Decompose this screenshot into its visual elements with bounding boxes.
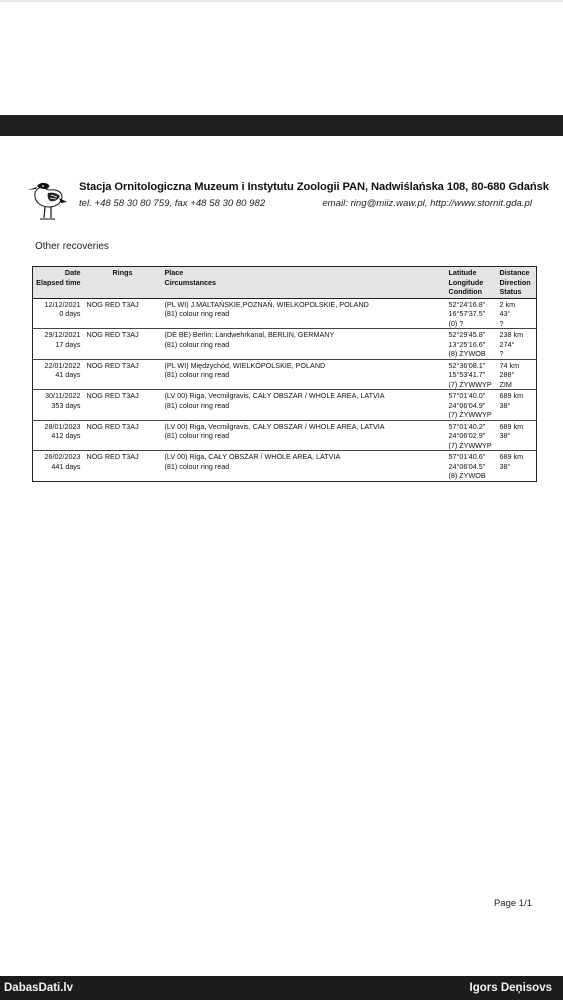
- elapsed-value: 441 days: [51, 461, 81, 471]
- header-circumstances: Circumstances: [164, 277, 217, 287]
- date-value: 29/12/2021: [44, 330, 81, 339]
- place-value: (PL WI) J.MALTAŃSKIE,POZNAŃ, WIELKOPOLSKIE, POLAND: [164, 299, 369, 309]
- cell-place: [162, 390, 446, 421]
- document-header: [28, 178, 549, 224]
- place-value: (LV 00) Riga, Vecmilgravis, CAŁY OBSZAR / WHOLE AREA, LATVIA: [164, 421, 385, 431]
- footer-bar: [0, 976, 563, 1000]
- distance-value: 689 km: [499, 452, 524, 461]
- date-value: 30/11/2022: [45, 391, 81, 400]
- date-value: 26/02/2023: [44, 452, 81, 461]
- latitude-value: 52°24'16.8": [448, 299, 486, 309]
- date-value: 28/01/2023: [44, 421, 81, 431]
- cell-rings: [84, 390, 162, 421]
- header-place-circumstances: [162, 267, 446, 299]
- latitude-value: 52°36'08.1": [448, 360, 486, 370]
- cell-rings: [84, 298, 162, 329]
- date-value: 22/01/2022: [44, 360, 81, 370]
- longitude-value: 13°25'16.6": [448, 339, 486, 349]
- place-value: (DE BE) Berlin: Landwehrkanal, BERLIN, GERMANY: [164, 330, 335, 339]
- header-date: Date: [64, 268, 81, 277]
- cell-coordinates: [446, 420, 497, 451]
- circumstances-value: (81) colour ring read: [164, 400, 230, 410]
- cell-coordinates: [446, 298, 497, 329]
- cell-date: [33, 329, 84, 360]
- header-rings-label: Rings: [112, 268, 133, 277]
- condition-value: (7) ŻYWWYP: [448, 379, 492, 389]
- cell-date: [33, 390, 84, 421]
- table-row: [33, 329, 537, 360]
- distance-value: 238 km: [499, 330, 524, 339]
- cell-date: [33, 420, 84, 451]
- place-value: (LV 00) Riga, Vecmilgravis, CAŁY OBSZAR / WHOLE AREA, LATVIA: [164, 391, 385, 400]
- cell-distance: [497, 359, 537, 390]
- circumstances-value: (81) colour ring read: [164, 370, 230, 379]
- longitude-value: 24°06'02.9": [448, 431, 486, 440]
- cell-distance: [497, 420, 537, 451]
- elapsed-value: 412 days: [51, 431, 81, 440]
- distance-value: 2 km: [499, 299, 516, 309]
- condition-value: (8) ŻYWOB: [448, 471, 486, 480]
- phone-fax: tel. +48 58 30 80 759, fax +48 58 30 80 982: [79, 198, 266, 209]
- longitude-value: 16°57'37.5": [448, 309, 486, 318]
- elapsed-value: 17 days: [55, 339, 81, 349]
- distance-value: 689 km: [499, 391, 524, 400]
- cell-rings: [84, 451, 162, 482]
- email-website: email: ring@miiz.waw.pl, http://www.stornit.gda.pl: [322, 198, 532, 209]
- condition-value: (7) ŻYWWYP: [448, 410, 492, 419]
- status-value: ZIM: [499, 379, 512, 389]
- direction-value: 38°: [499, 431, 511, 440]
- header-date-elapsed: [33, 267, 84, 299]
- table-row: [33, 420, 537, 451]
- table-row: [33, 298, 537, 329]
- header-condition: Condition: [448, 287, 483, 296]
- status-value: ?: [499, 318, 504, 328]
- header-rings: [84, 267, 162, 299]
- header-elapsed: Elapsed time: [36, 277, 81, 287]
- cell-rings: [84, 359, 162, 390]
- date-value: 12/12/2021: [44, 299, 81, 309]
- rings-value: NOG RED T3AJ: [86, 391, 139, 400]
- condition-value: (0) ?: [448, 318, 464, 328]
- cell-coordinates: [446, 390, 497, 421]
- institution-name: Stacja Ornitologiczna Muzeum i Instytutu Zoologii PAN, Nadwiślańska 108, 80-680 Gdańsk: [79, 181, 549, 193]
- top-divider: [0, 0, 563, 2]
- rings-value: NOG RED T3AJ: [86, 330, 139, 339]
- latitude-value: 57°01'40.6": [448, 452, 486, 461]
- longitude-value: 24°06'04.9": [448, 400, 486, 410]
- section-title: Other recoveries: [35, 241, 109, 252]
- condition-value: (8) ŻYWOB: [448, 349, 486, 358]
- distance-value: 689 km: [499, 421, 524, 431]
- cell-place: [162, 298, 446, 329]
- rings-value: NOG RED T3AJ: [86, 452, 139, 461]
- header-status: Status: [499, 287, 522, 296]
- header-direction: Direction: [499, 277, 531, 287]
- circumstances-value: (81) colour ring read: [164, 461, 230, 471]
- direction-value: 274°: [499, 339, 515, 349]
- cell-rings: [84, 420, 162, 451]
- elapsed-value: 353 days: [51, 400, 81, 410]
- header-coordinates: [446, 267, 497, 299]
- cell-rings: [84, 329, 162, 360]
- cell-date: [33, 359, 84, 390]
- cell-distance: [497, 451, 537, 482]
- direction-value: 288°: [499, 370, 515, 379]
- latitude-value: 57°01'40.0": [448, 391, 486, 400]
- page-number: Page 1/1: [493, 898, 532, 909]
- top-black-bar: [0, 115, 563, 136]
- direction-value: 43°: [499, 309, 511, 318]
- recoveries-table: [32, 266, 537, 482]
- site-name[interactable]: DabasDati.lv: [4, 982, 74, 994]
- rings-value: NOG RED T3AJ: [86, 421, 139, 431]
- table-row: [33, 390, 537, 421]
- cell-distance: [497, 329, 537, 360]
- direction-value: 38°: [499, 400, 511, 410]
- header-latitude: Latitude: [448, 268, 477, 277]
- circumstances-value: (81) colour ring read: [164, 339, 230, 349]
- latitude-value: 57°01'40.2": [448, 421, 486, 431]
- condition-value: (7) ŻYWWYP: [448, 440, 492, 450]
- bird-logo-icon: [28, 178, 68, 222]
- place-value: (LV 00) Riga, CAŁY OBSZAR / WHOLE AREA, LATVIA: [164, 452, 341, 461]
- cell-coordinates: [446, 451, 497, 482]
- cell-place: [162, 451, 446, 482]
- circumstances-value: (81) colour ring read: [164, 309, 230, 318]
- place-value: (PL WI) Międzychód, WIELKOPOLSKIE, POLAND: [164, 360, 326, 370]
- cell-date: [33, 298, 84, 329]
- elapsed-value: 41 days: [55, 370, 81, 379]
- circumstances-value: (81) colour ring read: [164, 431, 230, 440]
- cell-place: [162, 329, 446, 360]
- table-header-row: [33, 267, 537, 299]
- distance-value: 74 km: [499, 360, 520, 370]
- cell-distance: [497, 298, 537, 329]
- direction-value: 38°: [499, 461, 511, 471]
- author-name[interactable]: Igors Deņisovs: [469, 982, 552, 994]
- table-row: [33, 451, 537, 482]
- longitude-value: 24°06'04.5": [448, 461, 486, 471]
- elapsed-value: 0 days: [59, 309, 81, 318]
- status-value: ?: [499, 349, 504, 358]
- cell-coordinates: [446, 329, 497, 360]
- rings-value: NOG RED T3AJ: [86, 299, 139, 309]
- cell-place: [162, 420, 446, 451]
- cell-distance: [497, 390, 537, 421]
- table-row: [33, 359, 537, 390]
- cell-place: [162, 359, 446, 390]
- rings-value: NOG RED T3AJ: [86, 360, 139, 370]
- header-distance-label: Distance: [499, 268, 530, 277]
- cell-date: [33, 451, 84, 482]
- header-longitude: Longitude: [448, 277, 484, 287]
- header-place: Place: [164, 268, 184, 277]
- latitude-value: 52°29'45.8": [448, 330, 486, 339]
- header-distance: [497, 267, 537, 299]
- longitude-value: 15°53'41.7": [448, 370, 486, 379]
- cell-coordinates: [446, 359, 497, 390]
